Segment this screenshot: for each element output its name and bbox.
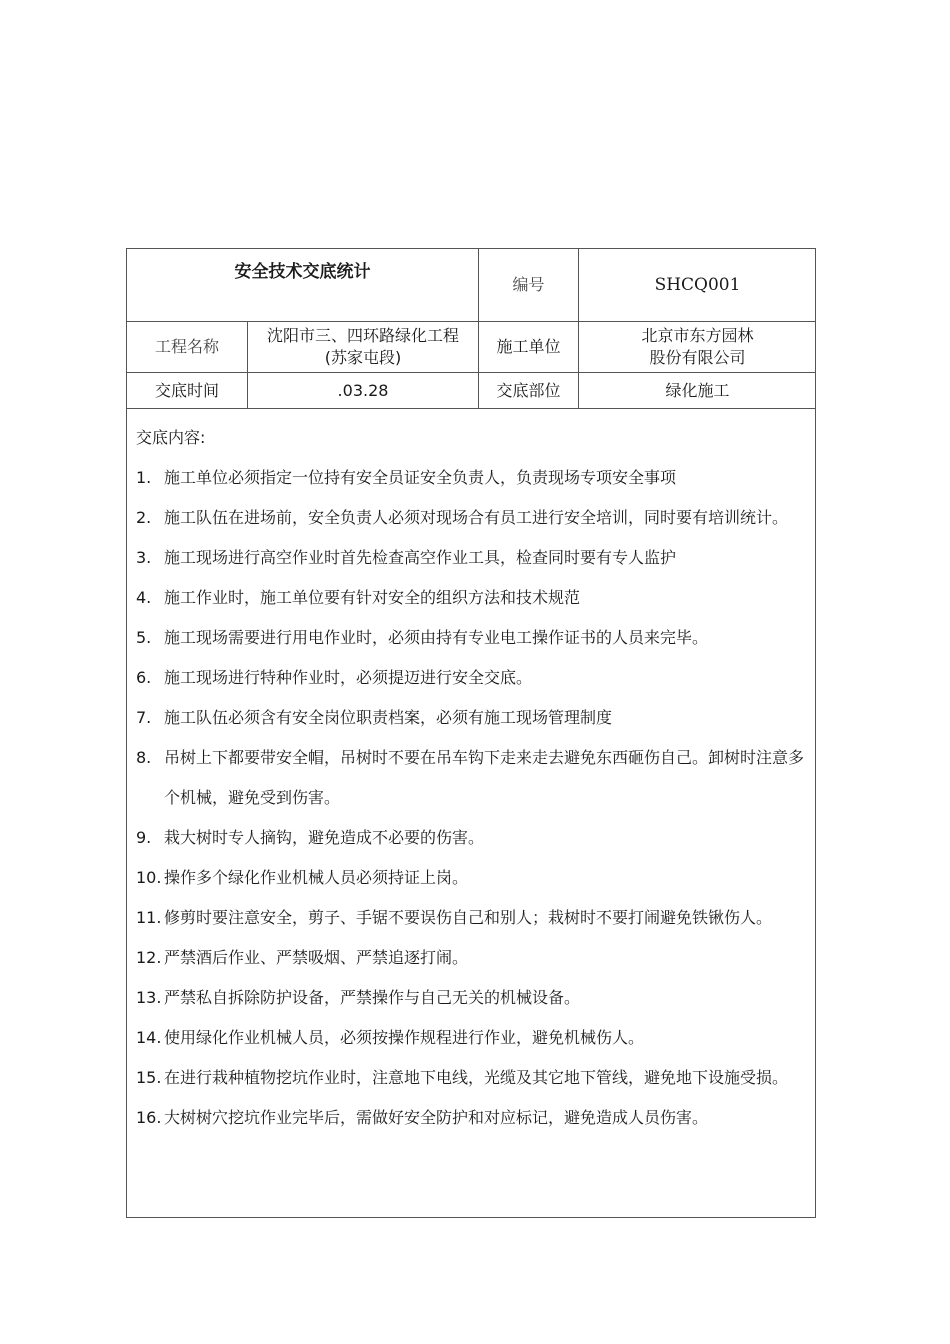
item-text: 施工单位必须指定一位持有安全员证安全负责人，负责现场专项安全事项 [164, 468, 677, 487]
construction-unit-value [579, 322, 816, 372]
safety-briefing-table [126, 248, 816, 1218]
list-item [136, 1107, 807, 1129]
project-name-label: 工程名称 [154, 337, 219, 356]
item-number: 13. [136, 988, 162, 1007]
item-number: 9. [136, 828, 152, 847]
briefing-part-value: 绿化施工 [665, 380, 730, 400]
item-number: 5. [136, 628, 152, 647]
list-item [136, 627, 807, 649]
list-item [136, 747, 807, 809]
item-number: 12. [136, 948, 162, 967]
item-text: 操作多个绿化作业机械人员必须持证上岗。 [164, 868, 469, 887]
content-heading: 交底内容: [136, 428, 206, 447]
briefing-part-label: 交底部位 [496, 380, 561, 400]
briefing-content [127, 409, 815, 1217]
item-text: 吊树上下都要带安全帽，吊树时不要在吊车钩下走来走去避免东西砸伤自己。卸树时注意多个机械，避免受到伤害。 [164, 748, 805, 807]
item-number: 3. [136, 548, 152, 567]
item-text: 施工现场进行特种作业时，必须提迈进行安全交底。 [164, 668, 533, 687]
item-number: 4. [136, 588, 152, 607]
item-number: 8. [136, 748, 152, 767]
item-text: 施工队伍必须含有安全岗位职责档案，必须有施工现场管理制度 [164, 708, 613, 727]
item-number: 11. [136, 908, 162, 927]
item-text: 施工现场需要进行用电作业时，必须由持有专业电工操作证书的人员来完毕。 [164, 628, 709, 647]
list-item [136, 1027, 807, 1049]
item-number: 2. [136, 508, 152, 527]
item-number: 16. [136, 1108, 162, 1127]
item-number: 10. [136, 868, 162, 887]
list-item [136, 947, 807, 969]
list-item [136, 987, 807, 1009]
list-item [136, 667, 807, 689]
item-text: 大树树穴挖坑作业完毕后，需做好安全防护和对应标记，避免造成人员伤害。 [164, 1108, 709, 1127]
construction-unit-line1: 北京市东方园林 [641, 326, 754, 345]
list-item [136, 907, 807, 929]
item-text: 施工队伍在进场前，安全负责人必须对现场合有员工进行安全培训，同时要有培训统计。 [164, 508, 789, 527]
item-text: 栽大树时专人摘钩，避免造成不必要的伤害。 [164, 828, 485, 847]
item-text: 施工现场进行高空作业时首先检查高空作业工具，检查同时要有专人监护 [164, 548, 677, 567]
item-text: 使用绿化作业机械人员，必须按操作规程进行作业，避免机械伤人。 [164, 1028, 645, 1047]
list-item [136, 827, 807, 849]
briefing-time-value: .03.28 [337, 380, 389, 400]
item-text: 严禁私自拆除防护设备，严禁操作与自己无关的机械设备。 [164, 988, 581, 1007]
item-number: 1. [136, 468, 152, 487]
code-value: SHCQ001 [654, 275, 741, 295]
construction-unit-label: 施工单位 [496, 337, 561, 356]
item-number: 6. [136, 668, 152, 687]
item-text: 在进行栽种植物挖坑作业时，注意地下电线，光缆及其它地下管线，避免地下设施受损。 [164, 1068, 789, 1087]
item-text: 严禁酒后作业、严禁吸烟、严禁追逐打闹。 [164, 948, 469, 967]
code-label: 编号 [512, 275, 545, 294]
item-text: 施工作业时，施工单位要有针对安全的组织方法和技术规范 [164, 588, 581, 607]
project-name-line1: 沈阳市三、四环路绿化工程 [266, 326, 459, 345]
list-item [136, 587, 807, 609]
document-title: 安全技术交底统计 [234, 262, 371, 282]
project-name-value [248, 322, 478, 372]
construction-unit-line2: 股份有限公司 [649, 348, 746, 367]
list-item [136, 507, 807, 529]
item-number: 14. [136, 1028, 162, 1047]
list-item [136, 707, 807, 729]
list-item [136, 867, 807, 889]
list-item [136, 547, 807, 569]
item-text: 修剪时要注意安全，剪子、手锯不要误伤自己和别人；栽树时不要打闹避免铁锹伤人。 [164, 908, 773, 927]
item-number: 7. [136, 708, 152, 727]
list-item [136, 1067, 807, 1089]
list-item [136, 467, 807, 489]
project-name-line2: (苏家屯段) [324, 348, 402, 367]
briefing-time-label: 交底时间 [154, 380, 219, 400]
item-number: 15. [136, 1068, 162, 1087]
